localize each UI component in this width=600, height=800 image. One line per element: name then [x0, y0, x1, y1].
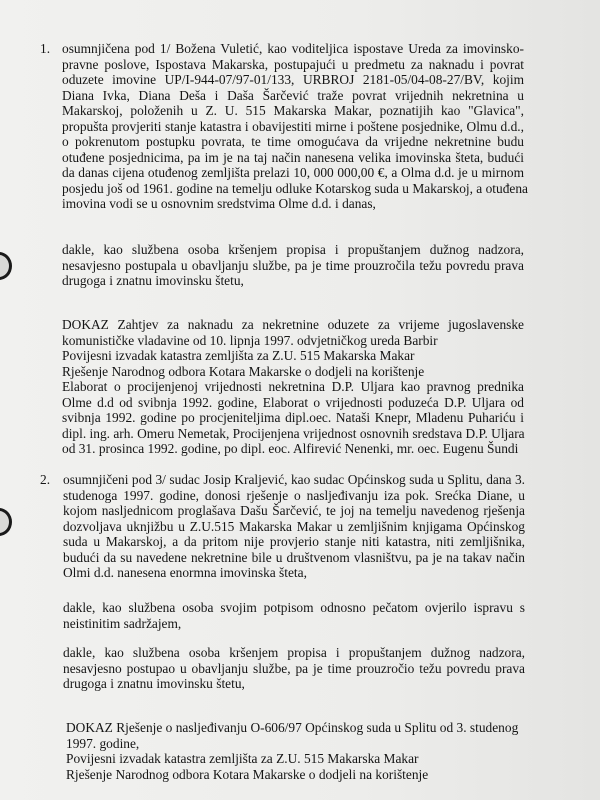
text-line: 1997. godine, — [66, 735, 140, 751]
text-line: DOKAZ Zahtjev za naknadu za nekretnine oduzete za vrijeme jugoslavenske — [62, 317, 524, 332]
text-line: osumnjičeni pod 3/ sudac Josip Kraljević, kao sudac Općinskog suda u Splitu, dana 3. — [63, 472, 525, 487]
item-1-number: 1. — [40, 41, 51, 56]
text-line: suda u Makarskoj, a da pritom nije provjerio stanje niti katastra, niti zemljišnika, — [63, 534, 525, 549]
text-line: imovina vodi se u osnovnim sredstvima Olme d.d. i danas, — [62, 196, 376, 211]
text-line: neistinitim sadržajem, — [63, 615, 182, 631]
text-line: drugoga i znatnu imovinsku štetu, — [62, 273, 244, 288]
text-line: Rješenje Narodnog odbora Kotara Makarske o dodjeli na korištenje — [66, 766, 429, 782]
text-line: dakle, kao službena osoba kršenjem propisa i propuštanjem dužnog nadzora, — [62, 242, 524, 257]
text-line: da danas cijena otuđenog zemljišta prelazi 10, 000 000,00 €, a Olma d.d. je u mirnom — [62, 165, 524, 180]
text-line: nesavjesno postupao u obavljanju službe, pa je time prouzročio težu povredu prava — [63, 660, 525, 676]
item-2-evidence — [66, 720, 519, 782]
item-1-charge — [62, 41, 528, 212]
text-line: dozvoljava uknjižbu u Z.U.515 Makarska Makar u zemljišnim knjigama Općinskog — [63, 518, 525, 534]
text-line: budući da su navedene nekretnine bile u društvenom vlasništvu, pa je na takav način — [63, 549, 525, 565]
text-line: osumnjičena pod 1/ Božena Vuletić, kao voditeljica ispostave Ureda za imovinsko- — [62, 41, 524, 56]
text-line: dipl. ing. arh. Omeru Nemetak, Procijenjena vrijednost osnovnih sredstava D.P. Uljara — [62, 425, 525, 441]
text-line: DOKAZ Rješenje o nasljeđivanju O-606/97 Općinskog suda u Splitu od 3. studenog — [66, 720, 519, 735]
binder-hole-top — [0, 252, 12, 280]
text-line: kojom nasljednicom proglašava Dašu Šarčević, te joj na temelju navedenog rješenja — [63, 503, 525, 518]
text-line: posjedu još od 1961. godine na temelju odluke Kotarskog suda u Makarskoj, a otuđena — [62, 180, 528, 196]
text-line: Olme d.d od svibnja 1992. godine, Elaborat o vrijednosti poduzeća D.P. Uljara od — [62, 394, 524, 410]
text-line: Povijesni izvadak katastra zemljišta za Z.U. 515 Makarska Makar — [66, 751, 419, 766]
item-1-evidence — [62, 317, 524, 457]
binder-hole-bottom — [0, 508, 12, 536]
text-line: drugoga i znatnu imovinsku štetu, — [63, 676, 245, 691]
text-line: pravne poslove, Ispostava Makarska, postupajući u predmetu za naknadu i povrat — [62, 56, 524, 72]
text-line: nesavjesno postupala u obavljanju službe, pa je time prouzročila težu povredu prava — [62, 257, 524, 273]
text-line: Makarskoj, položenih u Z. U. 515 Makarska Makar, poznatijih kao "Glavica", — [62, 103, 524, 118]
item-2-number: 2. — [40, 472, 51, 487]
text-line: komunističke vladavine od 10. lipnja 1997. odvjetničkog ureda Barbir — [62, 332, 438, 348]
item-2-dakle-paragraph — [63, 645, 525, 692]
text-line: Povijesni izvadak katastra zemljišta za Z.U. 515 Makarska Makar — [62, 348, 415, 363]
text-line: otuđene posjednicima, pa im je na taj način nanesena velika imovinska šteta, budući — [62, 149, 524, 165]
text-line: dakle, kao službena osoba svojim potpisom odnosno pečatom ovjerilo ispravu s — [63, 600, 525, 615]
text-line: od 31. prosinca 1992. godine, po dipl. eoc. Alfirević Nenenki, mr. oec. Eugenu Šundi — [62, 441, 519, 456]
text-line: o pokrenutom postupku povrata, te time omogućava da vrijedne nekretnine budu — [62, 134, 524, 149]
text-line: Rješenje Narodnog odbora Kotara Makarske o dodjeli na korištenje — [62, 363, 425, 379]
text-line: Olmi d.d. nanesena enormna imovinska šteta, — [63, 565, 307, 580]
item-2-charge — [63, 472, 525, 581]
text-line: propušta provjeriti stanje katastra i obavijestiti mirne i poštene posjednike, Olmu d.d., — [62, 118, 524, 134]
text-line: dakle, kao službena osoba kršenjem propisa i propuštanjem dužnog nadzora, — [63, 645, 525, 660]
text-line: studenoga 1997. godine, donosi rješenje o nasljeđivanju iza pok. Srećka Diane, u — [63, 487, 525, 503]
text-line: Diana Ivka, Diana Deša i Daša Šarčević traže povrat vrijednih nekretnina u — [62, 87, 524, 103]
text-line: Elaborat o procijenjenoj vrijednosti nekretnina D.P. Uljara kao pravnog prednika — [62, 379, 524, 394]
text-line: oduzete imovine UP/I-944-07/97-01/133, URBROJ 2181-05/04-08-27/BV, kojim — [62, 72, 524, 87]
item-1-dakle-paragraph — [62, 242, 524, 289]
text-line: svibnja 1992. godine po procjeniteljima dipl.oec. Nataši Knepr, Mladenu Puhariću i — [62, 410, 524, 425]
item-2-seal-paragraph — [63, 600, 525, 631]
